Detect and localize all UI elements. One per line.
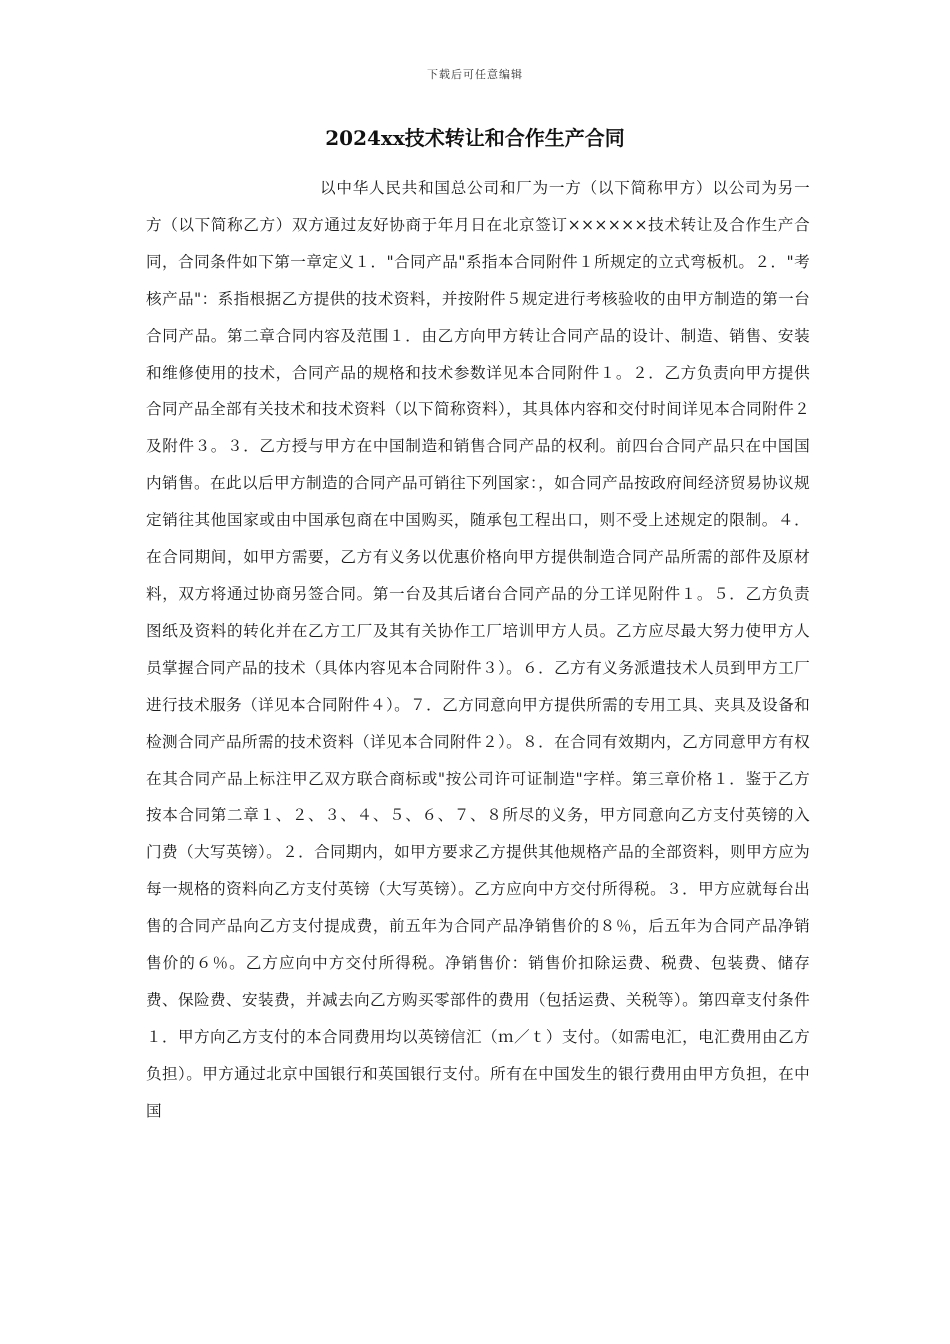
contract-body-paragraph: 以中华人民共和国总公司和厂为一方（以下简称甲方）以公司为另一方（以下简称乙方）双方通过友好协商于年月日在北京签订××××××技术转让及合作生产合同，合同条件如下第一章定义１．"合同产品"系指本合同附件１所规定的立式弯板机。２．"考核产品"：系指根据乙方提供的技术资料，并按附件５规定进行考核验收的由甲方制造的第一台合同产品。第二章合同内容及范围１．由乙方向甲方转让合同产品的设计、制造、销售、安装和维修使用的技术，合同产品的规格和技术参数详见本合同附件１。２．乙方负责向甲方提供合同产品全部有关技术和技术资料（以下简称资料），其具体内容和交付时间详见本合同附件２及附件３。３．乙方授与甲方在中国制造和销售合同产品的权利。前四台合同产品只在中国国内销售。在此以后甲方制造的合同产品可销往下列国家：，如合同产品按政府间经济贸易协议规定销往其他国家或由中国承包商在中国购买，随承包工程出口，则不受上述规定的限制。４．在合同期间，如甲方需要，乙方有义务以优惠价格向甲方提供制造合同产品所需的部件及原材料，双方将通过协商另签合同。第一台及其后诸台合同产品的分工详见附件１。５．乙方负责图纸及资料的转化并在乙方工厂及其有关协作工厂培训甲方人员。乙方应尽最大努力使甲方人员掌握合同产品的技术（具体内容见本合同附件３）。６．乙方有义务派遣技术人员到甲方工厂进行技术服务（详见本合同附件４）。７．乙方同意向甲方提供所需的专用工具、夹具及设备和检测合同产品所需的技术资料（详见本合同附件２）。８．在合同有效期内，乙方同意甲方有权在其合同产品上标注甲乙双方联合商标或"按公司许可证制造"字样。第三章价格１．鉴于乙方按本合同第二章１、２、３、４、５、６、７、８所尽的义务，甲方同意向乙方支付英镑的入门费（大写英镑）。２．合同期内，如甲方要求乙方提供其他规格产品的全部资料，则甲方应为每一规格的资料向乙方支付英镑（大写英镑）。乙方应向中方交付所得税。３．甲方应就每台出售的合同产品向乙方支付提成费，前五年为合同产品净销售价的８％，后五年为合同产品净销售价的６％。乙方应向中方交付所得税。净销售价：销售价扣除运费、税费、包装费、储存费、保险费、安装费，并减去向乙方购买零部件的费用（包括运费、关税等）。第四章支付条件１．甲方向乙方支付的本合同费用均以英镑信汇（ｍ／ｔ）支付。（如需电汇，电汇费用由乙方负担）。甲方通过北京中国银行和英国银行支付。所有在中国发生的银行费用由甲方负担，在中国 [146,179,810,1120]
header-note: 下载后可任意编辑 [427,68,523,81]
document-title: 2024xx技术转让和合作生产合同 [325,126,625,150]
